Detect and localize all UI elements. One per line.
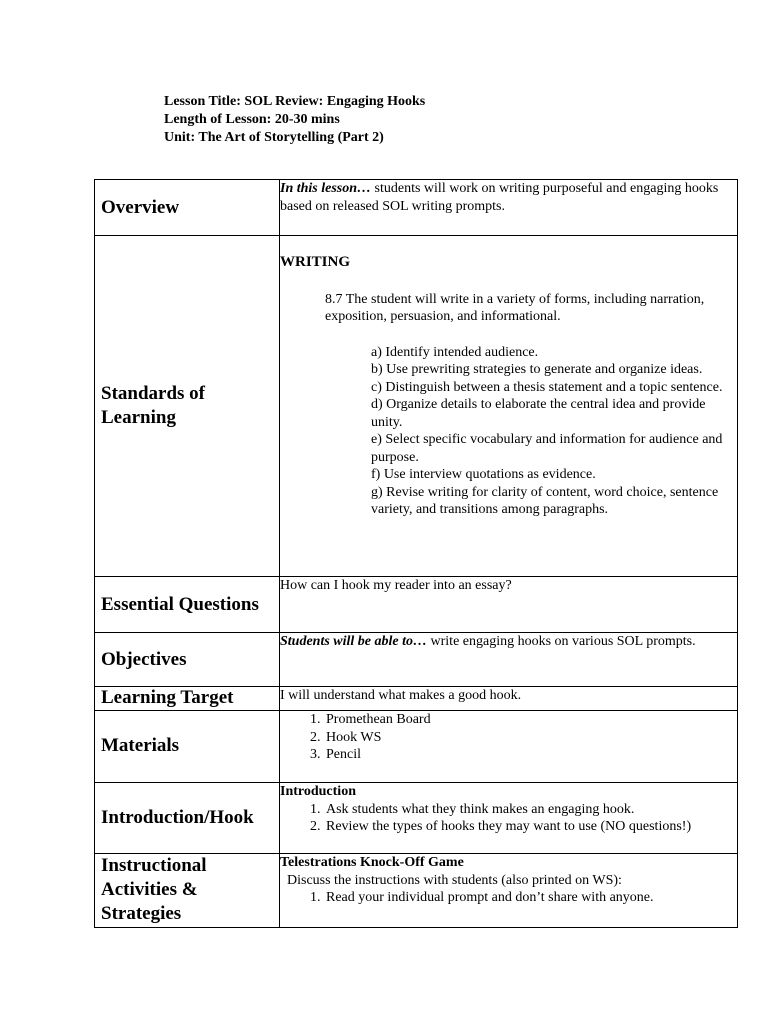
essential-row <box>95 577 738 633</box>
intro-content <box>280 783 738 854</box>
essential-text: How can I hook my reader into an essay? <box>280 578 512 593</box>
target-row <box>95 687 738 711</box>
activities-label-line2: Activities & <box>101 879 198 900</box>
objectives-text: write engaging hooks on various SOL prompts. <box>427 634 696 649</box>
activities-text: Discuss the instructions with students (also printed on WS): <box>287 872 622 888</box>
standard-item: g) Revise writing for clarity of content, word choice, sentence variety, and transitions among paragraphs. <box>371 484 719 517</box>
standards-label-cell <box>95 236 280 577</box>
standard-item: e) Select specific vocabulary and information for audience and purpose. <box>371 432 723 465</box>
materials-label: Materials <box>101 735 180 756</box>
objectives-row <box>95 633 738 687</box>
materials-item: 2. Hook WS <box>324 729 737 747</box>
overview-content <box>280 180 738 236</box>
intro-heading: Introduction <box>280 784 356 799</box>
intro-list <box>280 801 737 836</box>
lesson-plan-table <box>94 179 738 928</box>
standard-item: b) Use prewriting strategies to generate and organize ideas. <box>371 362 703 377</box>
standard-items <box>280 344 737 519</box>
materials-item: 3. Pencil <box>324 746 737 764</box>
materials-content <box>280 711 738 783</box>
objectives-content <box>280 633 738 687</box>
target-label-cell <box>95 687 280 711</box>
essential-label: Essential Questions <box>101 594 259 615</box>
standards-label-line1: Standards of <box>101 383 205 404</box>
standard-item: c) Distinguish between a thesis statement and a topic sentence. <box>371 379 723 395</box>
standards-content <box>280 236 738 577</box>
intro-item: 1. Ask students what they think makes an engaging hook. <box>324 801 737 819</box>
overview-text: students will work on writing purposeful and engaging hooks based on released SOL writing prompts. <box>280 181 719 214</box>
materials-item: 1. Promethean Board <box>324 711 737 729</box>
overview-row <box>95 180 738 236</box>
activities-label-line1: Instructional <box>101 855 207 876</box>
lesson-length: Length of Lesson: 20-30 mins <box>164 112 340 127</box>
objectives-label: Objectives <box>101 649 187 670</box>
standard-item: f) Use interview quotations as evidence. <box>371 467 596 482</box>
objectives-label-cell <box>95 633 280 687</box>
standards-row <box>95 236 738 577</box>
intro-label-cell <box>95 783 280 854</box>
standard-item: d) Organize details to elaborate the central idea and provide unity. <box>371 397 706 430</box>
standards-label-line2: Learning <box>101 407 176 428</box>
activities-heading: Telestrations Knock-Off Game <box>280 855 464 870</box>
writing-heading: WRITING <box>280 254 351 270</box>
target-label: Learning Target <box>101 687 234 708</box>
activities-row <box>95 854 738 928</box>
activities-item: 1. Read your individual prompt and don’t share with anyone. <box>324 889 737 907</box>
activities-list <box>280 889 737 907</box>
overview-label: Overview <box>101 197 180 218</box>
lesson-title: Lesson Title: SOL Review: Engaging Hooks <box>164 94 426 109</box>
objectives-lead: Students will be able to… <box>280 634 428 649</box>
overview-lead: In this lesson… <box>280 181 372 196</box>
standard-statement: 8.7 The student will write in a variety of forms, including narration, exposition, persuasion, and informational. <box>325 291 705 324</box>
intro-item: 2. Review the types of hooks they may want to use (NO questions!) <box>324 818 737 836</box>
materials-list <box>280 711 737 764</box>
lesson-header <box>164 93 425 147</box>
intro-row <box>95 783 738 854</box>
target-text: I will understand what makes a good hook. <box>280 688 522 703</box>
standard-item: a) Identify intended audience. <box>371 344 539 360</box>
materials-label-cell <box>95 711 280 783</box>
activities-content <box>280 854 738 928</box>
lesson-unit: Unit: The Art of Storytelling (Part 2) <box>164 130 384 145</box>
target-content <box>280 687 738 711</box>
materials-row <box>95 711 738 783</box>
intro-label: Introduction/Hook <box>101 807 254 828</box>
essential-label-cell <box>95 577 280 633</box>
activities-label-cell <box>95 854 280 928</box>
activities-label-line3: Strategies <box>101 903 182 924</box>
essential-content <box>280 577 738 633</box>
overview-label-cell <box>95 180 280 236</box>
